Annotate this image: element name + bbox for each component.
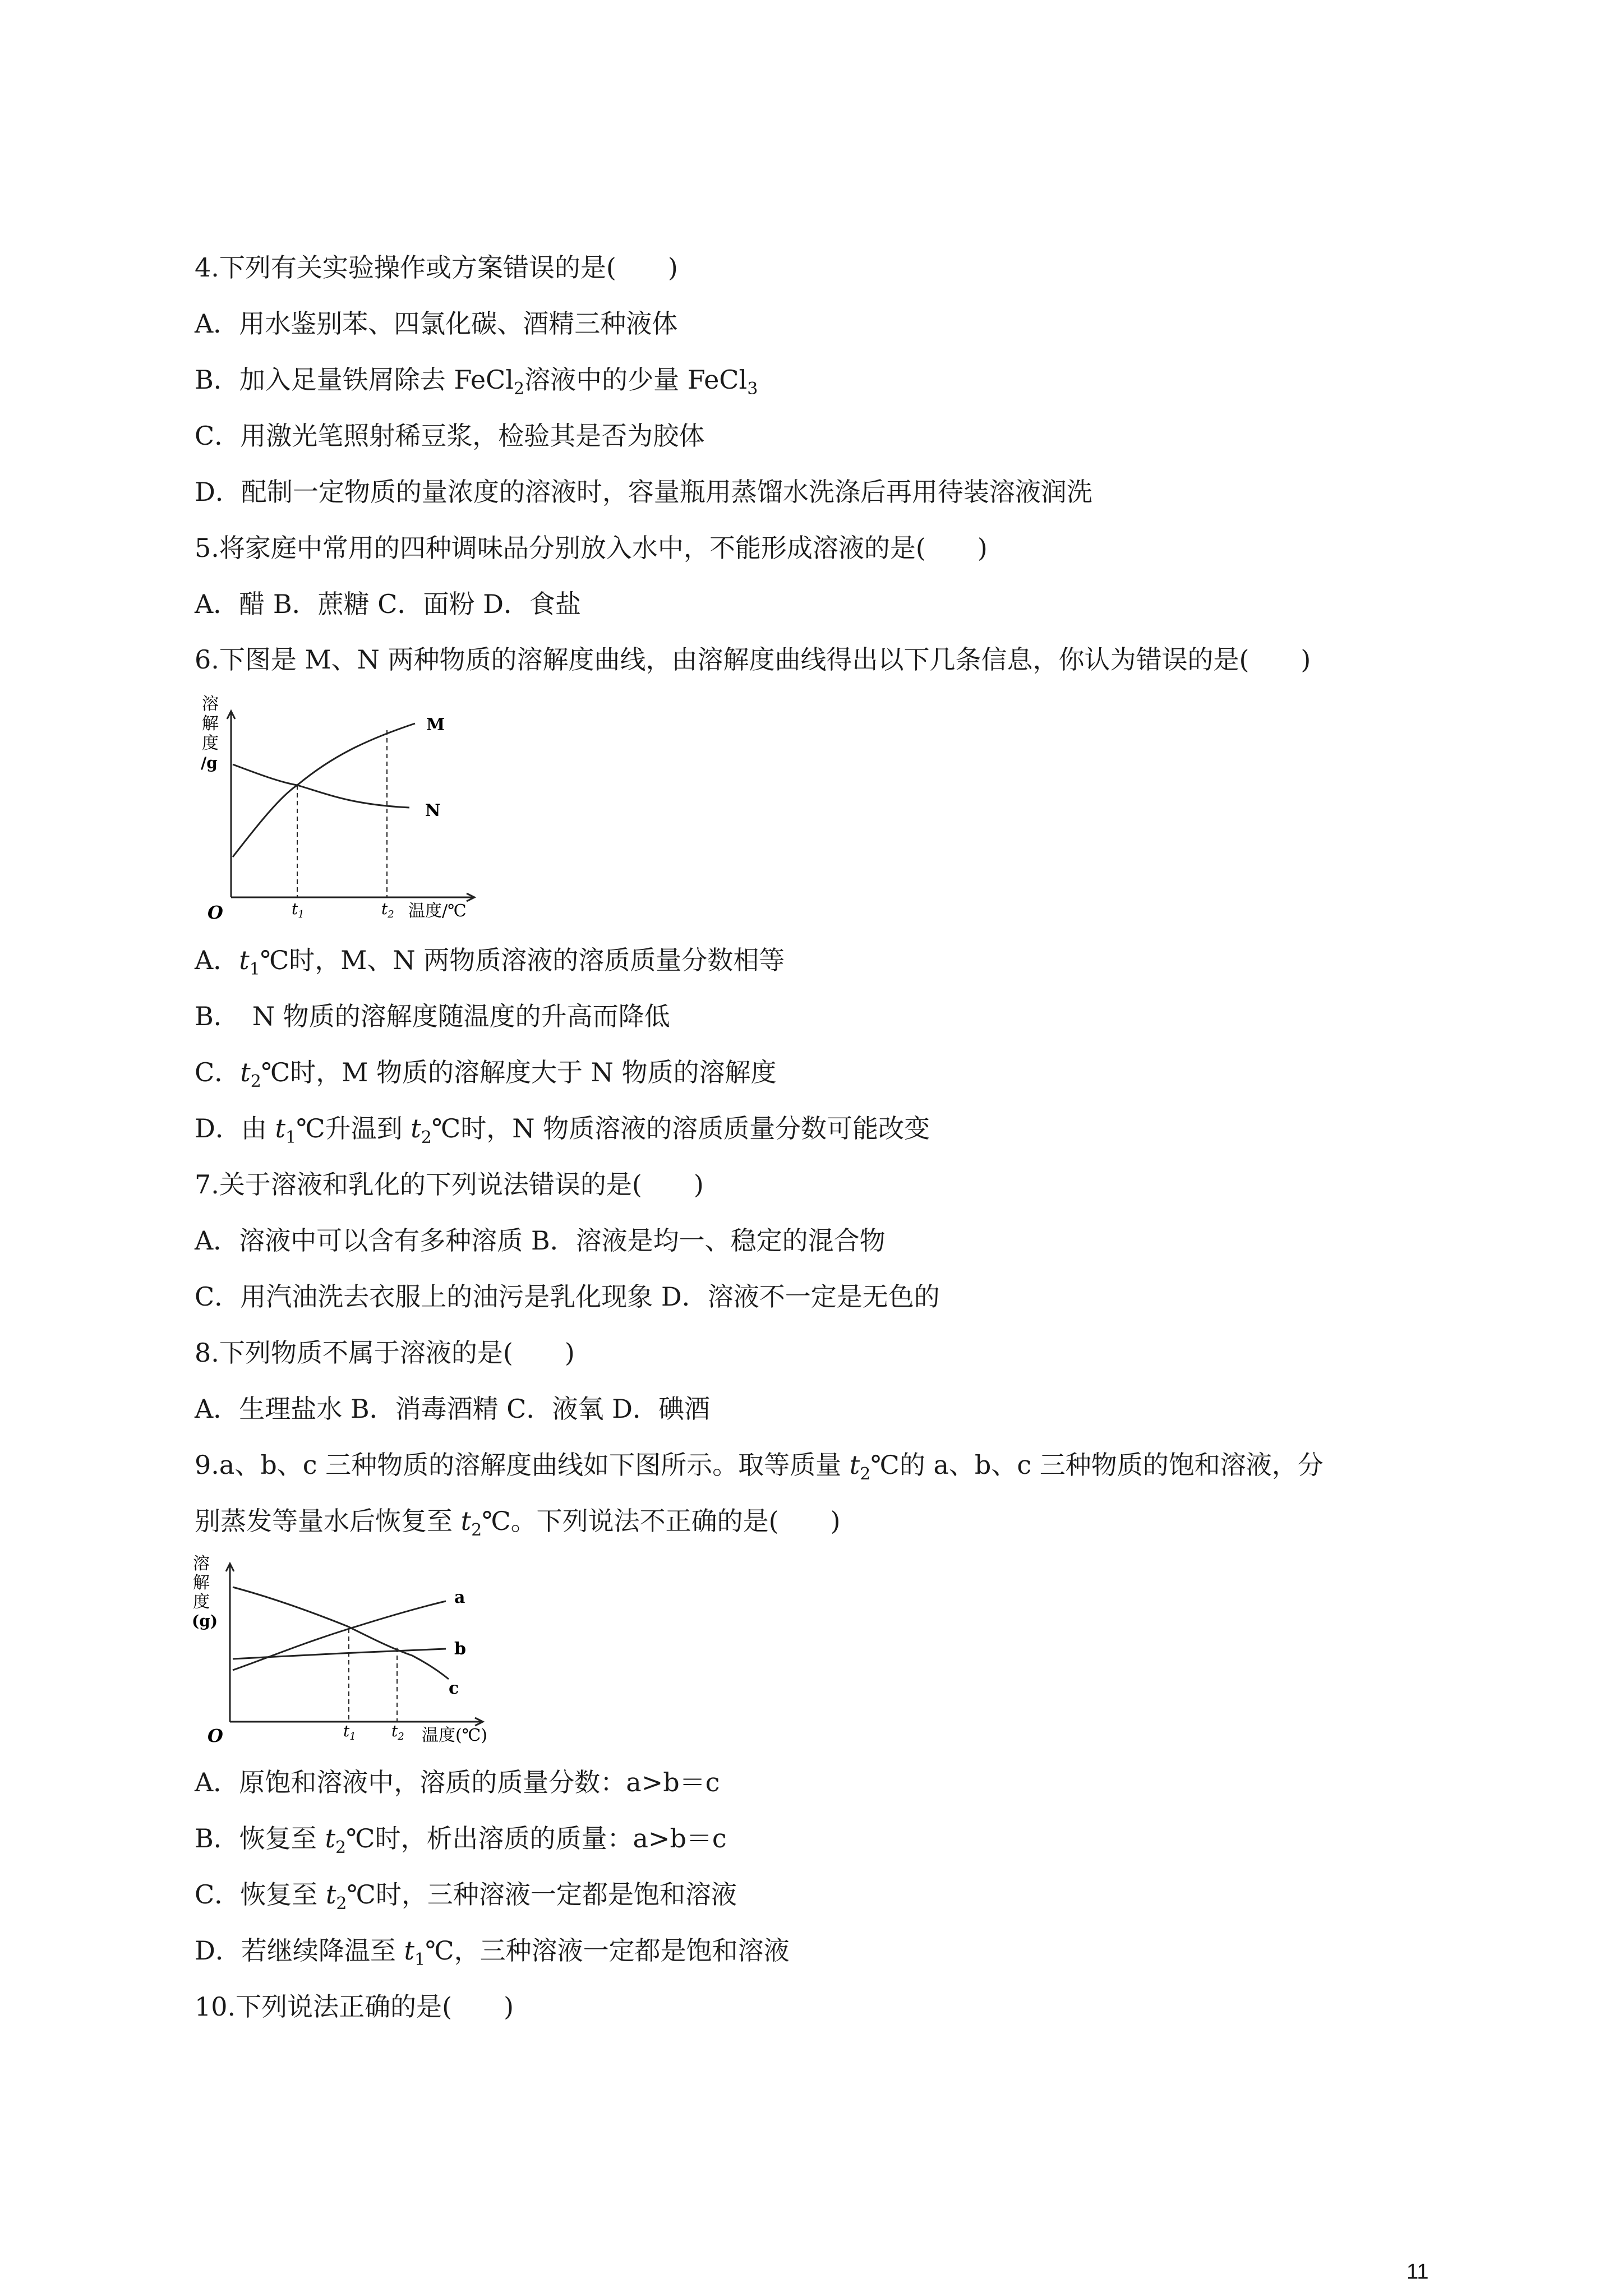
q4-b-sub2: 3 (747, 379, 758, 399)
q6-option-b: B． N 物质的溶解度随温度的升高而降低 (195, 1001, 670, 1031)
q9-stem-line1: 9.a、b、c 三种物质的溶解度曲线如下图所示。取等质量 $t_2℃$的 a、b、c 三种物质的饱和溶液，分 (195, 1450, 1324, 1484)
q5-options: A．醋 B．蔗糖 C．面粉 D．食盐 (195, 589, 581, 619)
q4-b-mid: 溶液中的少量 FeCl (524, 365, 748, 395)
q9-option-d: D．若继续降温至 $t_1℃$，三种溶液一定都是饱和溶液 (195, 1935, 790, 1970)
fig1-ylabel-1: 溶 (202, 695, 219, 714)
q6-option-a: A．$t_1℃$时，M、N 两物质溶液的溶质质量分数相等 (195, 945, 785, 979)
q4-stem: 4.下列有关实验操作或方案错误的是( ) (195, 252, 678, 283)
q7-options-cd: C．用汽油洗去衣服上的油污是乳化现象 D．溶液不一定是无色的 (195, 1281, 940, 1312)
fig1-ylabel-2: 解 (202, 714, 219, 734)
q9-option-a: A．原饱和溶液中，溶质的质量分数：a>b＝c (195, 1767, 720, 1797)
fig2-ylabel-2: 解 (193, 1573, 210, 1593)
fig2-ylabel-1: 溶 (193, 1554, 210, 1574)
page-number: 11 (1407, 2260, 1429, 2284)
curve-c (233, 1587, 449, 1679)
q7-options-ab: A．溶液中可以含有多种溶质 B．溶液是均一、稳定的混合物 (195, 1225, 886, 1256)
q4-b-text: B．加入足量铁屑除去 FeCl (195, 365, 514, 395)
fig1-t1: $t_1$ (292, 900, 305, 920)
q9-option-c: C．恢复至 $t_2℃$时，三种溶液一定都是饱和溶液 (195, 1879, 737, 1914)
q4-b-sub1: 2 (513, 379, 525, 399)
q6-stem: 6.下图是 M、N 两种物质的溶解度曲线，由溶解度曲线得出以下几条信息，你认为错误的是( ) (195, 644, 1311, 675)
fig2-origin: O (208, 1725, 223, 1744)
q9-option-b: B．恢复至 $t_2℃$时，析出溶质的质量：a>b＝c (195, 1823, 727, 1857)
fig1-label-n: N (425, 801, 441, 820)
q6-option-c: C．$t_2℃$时，M 物质的溶解度大于 N 物质的溶解度 (195, 1057, 777, 1091)
fig2-t1: $t_1$ (343, 1722, 356, 1742)
q4-option-d: D．配制一定物质的量浓度的溶液时，容量瓶用蒸馏水洗涤后再用待装溶液润洗 (195, 477, 1092, 507)
fig2-ylabel-3: 度 (193, 1592, 210, 1612)
fig2-label-c: c (449, 1679, 459, 1698)
fig1-ylabel-3: 度 (202, 734, 219, 753)
fig2-t2: $t_2$ (391, 1722, 404, 1742)
solubility-figure-abc (191, 1553, 505, 1744)
fig2-label-a: a (454, 1588, 465, 1607)
q10-stem: 10.下列说法正确的是( ) (195, 1991, 514, 2022)
q4-option-b (195, 363, 758, 397)
fig1-label-m: M (426, 715, 445, 735)
solubility-figure-mn (196, 695, 488, 920)
fig2-label-b: b (454, 1639, 466, 1659)
curve-b (233, 1649, 446, 1659)
fig2-ylabel-4: (g) (192, 1612, 218, 1630)
curve-n (233, 764, 409, 808)
fig1-ylabel-4: /g (201, 754, 218, 772)
q6-option-d: D．由 $t_1℃$升温到 $t_2℃$时，N 物质溶液的溶质质量分数可能改变 (195, 1113, 930, 1147)
q9-stem-line2: 别蒸发等量水后恢复至 $t_2℃$。下列说法不正确的是( ) (195, 1506, 841, 1540)
fig1-t2: $t_2$ (381, 900, 394, 920)
curve-m (233, 723, 415, 857)
q8-stem: 8.下列物质不属于溶液的是( ) (195, 1338, 575, 1368)
q7-stem: 7.关于溶液和乳化的下列说法错误的是( ) (195, 1169, 704, 1200)
q5-stem: 5.将家庭中常用的四种调味品分别放入水中，不能形成溶液的是( ) (195, 533, 988, 563)
q4-option-a: A．用水鉴别苯、四氯化碳、酒精三种液体 (195, 308, 678, 339)
fig2-xlabel: 温度(℃) (422, 1726, 487, 1744)
fig1-origin: O (208, 902, 223, 920)
fig1-xlabel: 温度/℃ (408, 901, 467, 920)
curve-a (233, 1601, 446, 1670)
q4-option-c: C．用激光笔照射稀豆浆，检验其是否为胶体 (195, 421, 705, 451)
q8-options: A．生理盐水 B．消毒酒精 C．液氧 D．碘酒 (195, 1394, 710, 1424)
